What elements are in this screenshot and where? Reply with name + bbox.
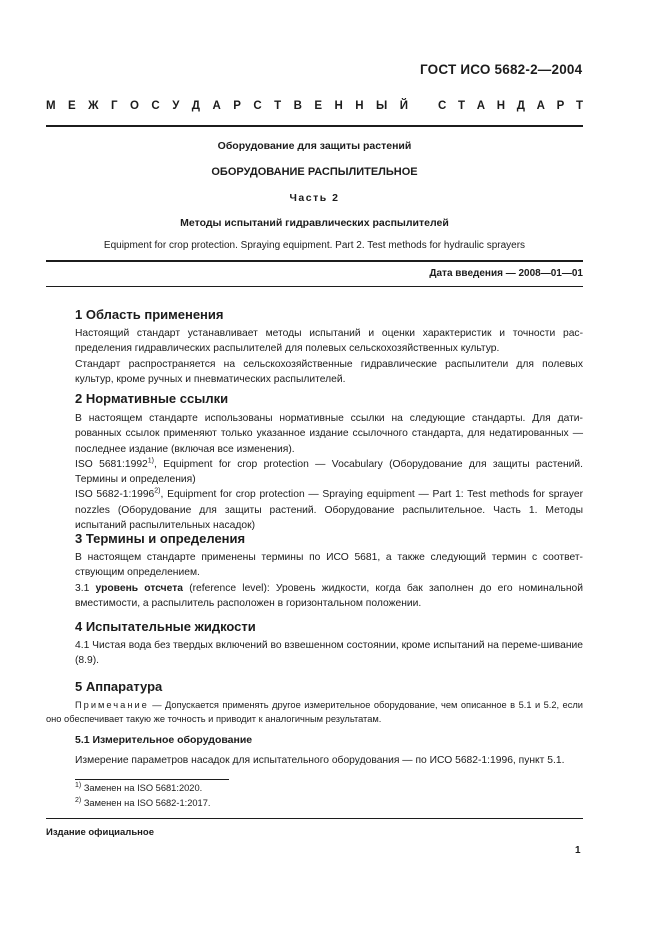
heading-letter: Д xyxy=(191,100,200,112)
title-rule xyxy=(46,260,583,262)
heading-letter: С xyxy=(151,100,160,112)
section-1-paragraph-2: Стандарт распространяется на сельскохозяйственные гидравлические распылители для полевых культур, кроме ручных и пневматических распылителей. xyxy=(75,358,583,385)
footnote-ref-1: 1) xyxy=(147,457,155,465)
heading-letter: А xyxy=(536,100,545,112)
subsection-5-1-body xyxy=(75,753,583,768)
section-1-paragraph-1: Настоящий стандарт устанавливает методы испытаний и оценки характеристик и точности рас-пределения гидравлических распылителей для полевых сельскохозяйственных культур. xyxy=(75,328,583,355)
heading-letter: Е xyxy=(68,100,76,112)
reference-1-code: ISO 5681:1992 xyxy=(75,458,148,470)
title-part: Часть 2 xyxy=(289,192,340,204)
heading-letter: Д xyxy=(516,100,525,112)
heading-letter: Ж xyxy=(88,100,99,112)
section-2-reference-2 xyxy=(75,487,583,533)
section-5-heading: 5 Аппаратура xyxy=(75,679,163,694)
footnote-2 xyxy=(75,798,210,808)
note-text: — Допускается применять другое измерительное оборудование, чем описанное в 5.1 и 5.2, если оно обеспечивает такую же точность и приводит к аналогичным результатам. xyxy=(46,700,583,724)
section-4-body xyxy=(75,638,583,669)
interstate-standard-heading xyxy=(46,100,583,112)
heading-letter: Т xyxy=(274,100,282,112)
heading-letter: Р xyxy=(233,100,241,112)
note-label: Примечание xyxy=(75,700,149,710)
heading-letter: А xyxy=(212,100,221,112)
section-4-paragraph-1: 4.1 Чистая вода без твердых включений во взвешенном состоянии, кроме испытаний на переме-шивание (8.9). xyxy=(75,640,583,667)
heading-letter: Е xyxy=(314,100,323,112)
heading-letter: М xyxy=(46,100,56,112)
section-3-body xyxy=(75,550,583,611)
heading-letter: Н xyxy=(334,100,343,112)
section-2-reference-1 xyxy=(75,457,583,488)
section-2-body xyxy=(75,411,583,533)
subsection-5-1-heading: 5.1 Измерительное оборудование xyxy=(75,734,253,746)
page-number: 1 xyxy=(575,845,581,856)
term-number: 3.1 xyxy=(75,582,96,594)
footnote-2-mark: 2) xyxy=(75,796,82,804)
section-1-heading: 1 Область применения xyxy=(75,307,224,322)
title-english: Equipment for crop protection. Spraying equipment. Part 2. Test methods for hydraulic sprayers xyxy=(103,240,526,251)
heading-letter: Н xyxy=(496,100,506,112)
top-rule xyxy=(46,125,583,127)
section-2-heading: 2 Нормативные ссылки xyxy=(75,391,229,406)
footnote-1-text: Заменен на ISO 5681:2020. xyxy=(81,783,203,793)
footnote-rule xyxy=(75,779,229,780)
footnote-ref-2: 2) xyxy=(154,488,161,496)
footnote-2-text: Заменен на ISO 5682-1:2017. xyxy=(81,798,211,808)
date-rule xyxy=(46,286,583,287)
title-line-2: ОБОРУДОВАНИЕ РАСПЫЛИТЕЛЬНОЕ xyxy=(211,166,418,178)
footer-rule xyxy=(46,818,583,819)
reference-1-text: , Equipment for crop protection — Vocabulary (Оборудование для защиты растений. Термины и определения) xyxy=(75,458,583,486)
reference-2-text: , Equipment for crop protection — Spraying equipment — Part 1: Test methods for sprayer nozzles (Оборудование для защиты растений. Оборудование распылительное. Часть 1. Методы испытаний распылительных насадок) xyxy=(75,489,583,532)
section-2-paragraph-1: В настоящем стандарте использованы нормативные ссылки на следующие стандарты. Для дати-рованных ссылок применяют только указанное издание ссылочного стандарта, для недатированных — последнее издание (включая все изменения). xyxy=(75,413,583,455)
heading-letter: В xyxy=(293,100,302,112)
heading-word-standard xyxy=(438,100,583,112)
section-3-term xyxy=(75,581,583,612)
heading-word-interstate xyxy=(46,100,408,112)
standard-designation: ГОСТ ИСО 5682-2—2004 xyxy=(420,62,583,77)
heading-letter: Т xyxy=(575,100,583,112)
section-5-note xyxy=(46,699,583,726)
heading-letter: У xyxy=(172,100,180,112)
heading-letter: А xyxy=(476,100,486,112)
term-name: уровень отсчета xyxy=(95,582,184,594)
heading-letter: Ы xyxy=(376,100,388,112)
footnote-1-mark: 1) xyxy=(75,781,82,789)
heading-letter: Р xyxy=(556,100,565,112)
footnote-1 xyxy=(75,783,202,793)
heading-letter: Т xyxy=(458,100,466,112)
term-definition: (reference level): Уровень жидкости, когда бак заполнен до его номинальной вместимости, а распылитель расположен в горизонтальном положении. xyxy=(75,582,583,609)
heading-letter: Й xyxy=(399,100,408,112)
subsection-5-1-text: Измерение параметров насадок для испытательного оборудования — по ИСО 5682-1:1996, пункт 5.1. xyxy=(75,755,565,766)
heading-letter: С xyxy=(438,100,447,112)
section-4-heading: 4 Испытательные жидкости xyxy=(75,619,256,634)
section-3-paragraph-1: В настоящем стандарте применены термины по ИСО 5681, а также следующий термин с соответ-ствующим определением. xyxy=(75,552,583,579)
heading-letter: О xyxy=(130,100,139,112)
section-3-heading: 3 Термины и определения xyxy=(75,531,246,546)
heading-letter: Г xyxy=(111,100,118,112)
effective-date: Дата введения — 2008—01—01 xyxy=(429,268,583,279)
official-edition-label: Издание официальное xyxy=(46,827,154,838)
reference-2-code: ISO 5682-1:1996 xyxy=(75,489,155,501)
section-1-body xyxy=(75,326,583,387)
heading-letter: С xyxy=(253,100,262,112)
heading-letter: Н xyxy=(355,100,364,112)
title-line-1: Оборудование для защиты растений xyxy=(217,140,412,152)
title-subtitle: Методы испытаний гидравлических распылителей xyxy=(180,217,449,229)
